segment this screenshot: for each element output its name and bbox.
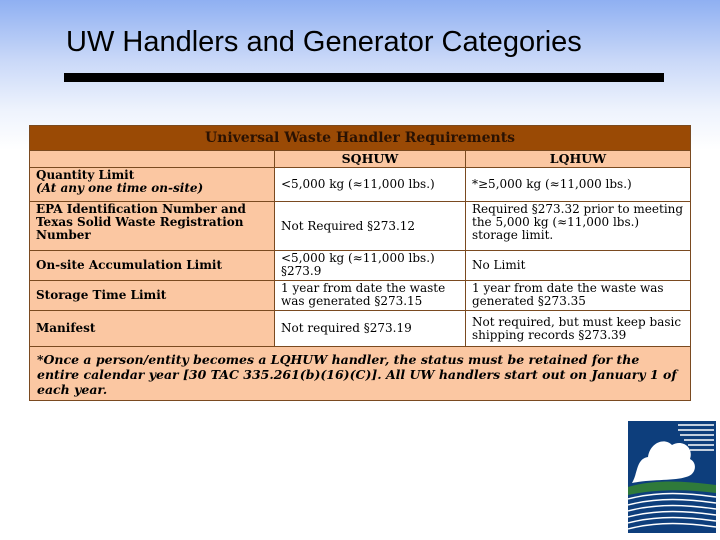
table-row [30,281,691,311]
row-label-text: Quantity Limit [36,168,135,182]
lqhuw-cell: No Limit [466,251,691,281]
row-label [30,168,275,202]
row-label: EPA Identification Number and Texas Solid Waste Registration Number [30,202,275,251]
column-header-row [30,151,691,168]
lqhuw-cell: Not required, but must keep basic shipping records §273.39 [466,311,691,347]
column-header-lqhuw: LQHUW [466,151,691,168]
footnote-row [30,347,691,401]
agency-logo [628,421,716,533]
footnote: *Once a person/entity becomes a LQHUW handler, the status must be retained for the entire calendar year [30 TAC 335.261(b)(16)(C)]. All UW handlers start out on January 1 of each year. [30,347,691,401]
table-row [30,251,691,281]
slide-title: UW Handlers and Generator Categories [66,26,582,58]
lqhuw-cell: Required §273.32 prior to meeting the 5,000 kg (≈11,000 lbs.) storage limit. [466,202,691,251]
table-row [30,202,691,251]
sqhuw-cell: Not required §273.19 [275,311,466,347]
table-title: Universal Waste Handler Requirements [30,126,691,151]
requirements-table [29,125,691,401]
sqhuw-cell: Not Required §273.12 [275,202,466,251]
row-label: On-site Accumulation Limit [30,251,275,281]
column-header-empty [30,151,275,168]
sqhuw-cell: 1 year from date the waste was generated §273.15 [275,281,466,311]
title-underline [64,73,664,82]
column-header-sqhuw: SQHUW [275,151,466,168]
lqhuw-cell: 1 year from date the waste was generated §273.35 [466,281,691,311]
table-title-row [30,126,691,151]
table-row [30,311,691,347]
row-label: Storage Time Limit [30,281,275,311]
sqhuw-cell: <5,000 kg (≈11,000 lbs.) §273.9 [275,251,466,281]
lqhuw-cell: *≥5,000 kg (≈11,000 lbs.) [466,168,691,202]
table-row [30,168,691,202]
row-label-subtext: (At any one time on-site) [36,181,204,195]
row-label: Manifest [30,311,275,347]
sqhuw-cell: <5,000 kg (≈11,000 lbs.) [275,168,466,202]
